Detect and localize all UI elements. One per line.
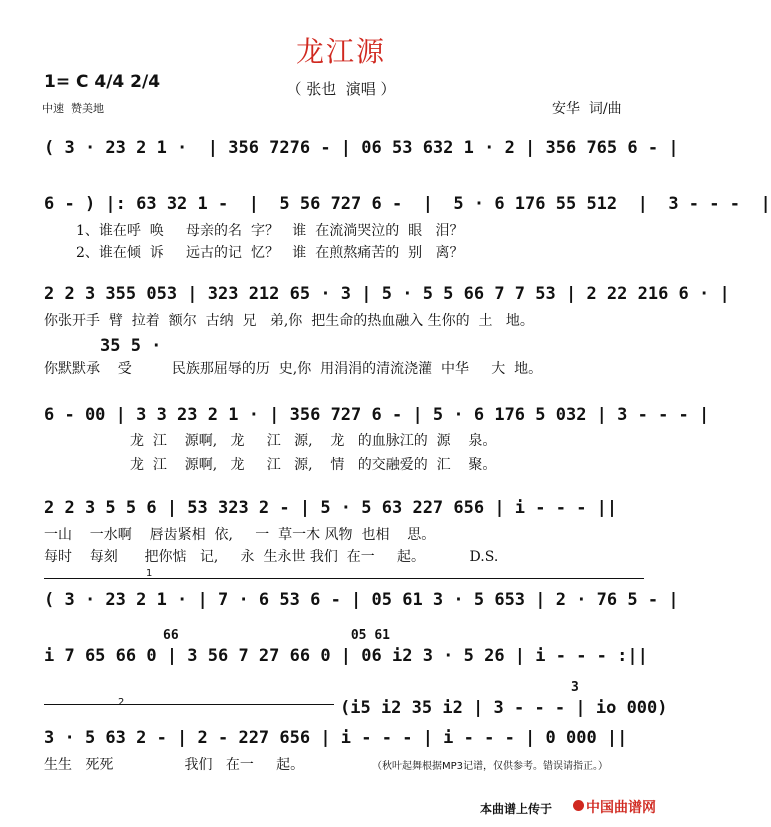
site-brand[interactable]: 中国曲谱网	[586, 800, 656, 816]
score-line-9: 3 · 5 63 2 - | 2 - 227 656 | i - - - | i - - - | 0 000 ||	[44, 728, 628, 748]
score-fragment: 66 05 61	[163, 628, 390, 643]
author-credit: 安华 词/曲	[552, 101, 622, 117]
key-signature: 1= C 4/4 2/4	[44, 72, 161, 92]
score-line-1: ( 3 · 23 2 1 · | 356 7276 - | 06 53 632 1 · 2 | 356 765 6 - |	[44, 138, 679, 158]
lyrics-line: 2、谁在倾 诉 远古的记 忆？ 谁 在煎熬痛苦的 别 离？	[76, 245, 464, 261]
score-line-7: i 7 65 66 0 | 3 56 7 27 66 0 | 06 i2 3 · 5 26 | i - - - :||	[44, 646, 648, 666]
site-logo-icon	[573, 800, 584, 811]
volta-number: 2	[118, 697, 125, 708]
singer-credit: （ 张也 演唱 ）	[286, 80, 396, 98]
tempo-marking: 中速 赞美地	[42, 102, 104, 115]
lyrics-line: 龙 江 源啊, 龙 江 源, 情 的交融爱的 汇 聚。	[130, 457, 497, 473]
score-fragment: 3	[571, 680, 579, 695]
volta-bracket-1	[44, 578, 644, 579]
score-line-2: 6 - ) |: 63 32 1 - | 5 56 727 6 - | 5 · 6 176 55 512 | 3 - - - |	[44, 194, 771, 214]
lyrics-line: 每时 每刻 把你惦 记, 永 生永世 我们 在一 起。 D.S.	[44, 549, 499, 565]
volta-bracket-2	[44, 704, 334, 705]
score-line-8: (i5 i2 35 i2 | 3 - - - | io 000)	[340, 698, 668, 718]
volta-number: 1	[146, 568, 153, 579]
lyrics-line: 1、谁在呼 唤 母亲的名 字？ 谁 在流淌哭泣的 眼 泪？	[76, 223, 464, 239]
lyrics-line: 生生 死死 我们 在一 起。	[44, 757, 305, 773]
lyrics-line: 你默默承 受 民族那屈辱的历 史,你 用涓涓的清流浇灌 中华 大 地。	[44, 361, 543, 377]
upload-label: 本曲谱上传于	[480, 802, 553, 816]
transcription-note: （秋叶起舞根据MP3记谱，仅供参考。错误请指正。）	[372, 761, 609, 772]
score-line-3: 2 2 3 355 053 | 323 212 65 · 3 | 5 · 5 5 66 7 7 53 | 2 22 216 6 · |	[44, 284, 730, 304]
score-line-5: 2 2 3 5 5 6 | 53 323 2 - | 5 · 5 63 227 656 | i - - - ||	[44, 498, 618, 518]
score-line-6: ( 3 · 23 2 1 · | 7 · 6 53 6 - | 05 61 3 · 5 653 | 2 · 76 5 - |	[44, 590, 679, 610]
song-title: 龙江源	[295, 35, 386, 68]
lyrics-line: 你张开手 臂 拉着 额尔 古纳 兄 弟,你 把生命的热血融入 生你的 土 地。	[44, 313, 534, 329]
score-fragment: 35 5 ·	[100, 336, 162, 356]
score-line-4: 6 - 00 | 3 3 23 2 1 · | 356 727 6 - | 5 · 6 176 5 032 | 3 - - - |	[44, 405, 710, 425]
lyrics-line: 龙 江 源啊, 龙 江 源, 龙 的血脉江的 源 泉。	[130, 433, 497, 449]
lyrics-line: 一山 一水啊 唇齿紧相 依, 一 草一木 风物 也相 思。	[44, 527, 436, 543]
